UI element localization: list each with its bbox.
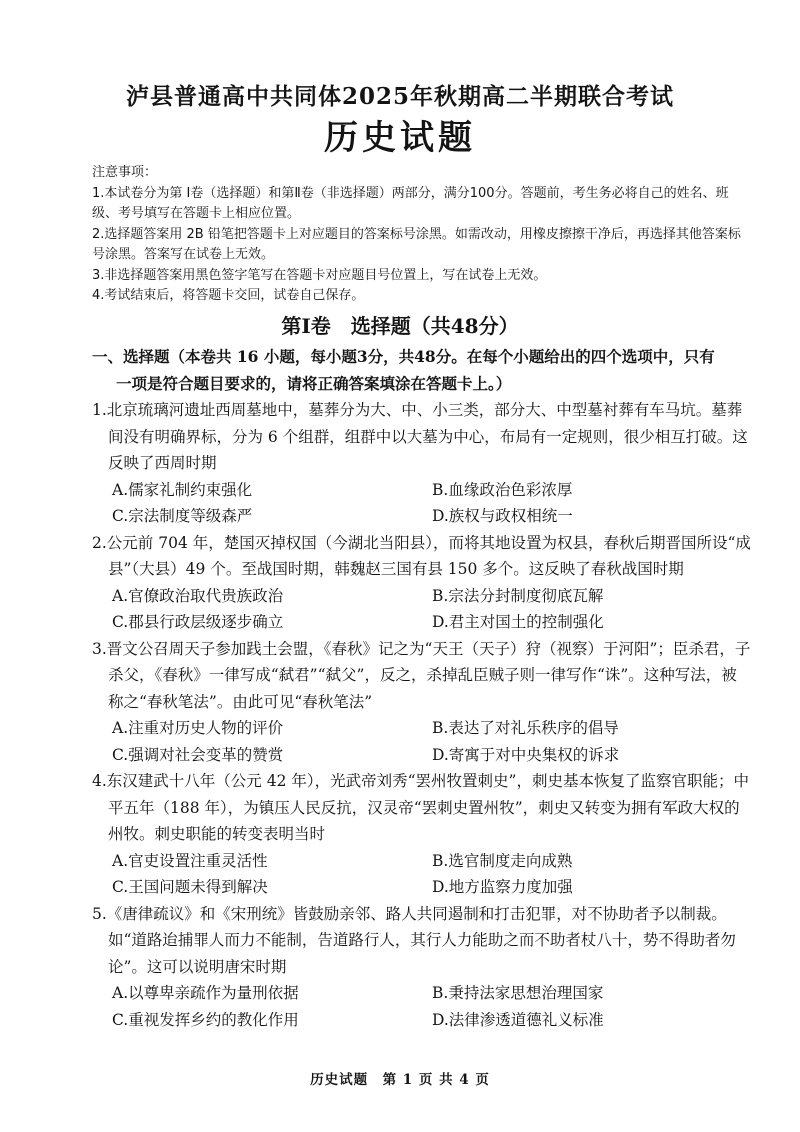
notice-item: 4.考试结束后，将答题卡交回，试卷自己保存。 bbox=[92, 288, 365, 303]
section-heading bbox=[92, 344, 752, 397]
option-b: B.秉持法家思想治理国家 bbox=[432, 984, 604, 1002]
question-stem: 3.晋文公召周天子参加践土会盟，《春秋》记之为“天王（天子）狩（视察）于河阳”；臣杀君，子杀父，《春秋》一律写成“弑君”“弑父”，反之，杀掉乱臣贼子则一律写作“诛”。这种写法，被称之“春秋笔法”。由此可见“春秋笔法” bbox=[92, 639, 751, 711]
question-4 bbox=[92, 768, 752, 901]
option-b: B.血缘政治色彩浓厚 bbox=[432, 480, 573, 499]
question-stem: 5.《唐律疏议》和《宋刑统》皆鼓励亲邻、路人共同遏制和打击犯罪，对不协助者予以制裁。如“道路迨捕罪人而力不能制，告道路行人，其行人力能助之而不助者杖八十，势不得助者勿论”。这可以说明唐宋时期 bbox=[92, 904, 736, 976]
questions-area bbox=[92, 344, 752, 1033]
part-title: 第Ⅰ卷 选择题（共48分） bbox=[281, 314, 519, 338]
notice-item: 2.选择题答案用 2B 铅笔把答题卡上对应题目的答案标号涂黑。如需改动，用橡皮擦擦干净后，再选择其他答案标号涂黑。答案写在试卷上无效。 bbox=[92, 226, 741, 262]
question-stem: 4.东汉建武十八年（公元 42 年），光武帝刘秀“罢州牧置刺史”，刺史基本恢复了监察官职能；中平五年（188 年），为镇压人民反抗，汉灵帝“罢刺史置州牧”，刺史又转变为拥有军政大权的州牧。刺史职能的转变表明当时 bbox=[92, 772, 749, 843]
question-3 bbox=[92, 636, 752, 769]
subject-title: 历史试题 bbox=[324, 118, 476, 158]
option-d: D.地方监察力度加强 bbox=[432, 878, 573, 896]
option-d: D.君主对国土的控制强化 bbox=[432, 613, 604, 631]
option-d: D.族权与政权相统一 bbox=[432, 507, 573, 525]
option-c: C.重视发挥乡约的教化作用 bbox=[112, 1010, 299, 1029]
option-list bbox=[92, 848, 752, 901]
option-c: C.强调对社会变革的赞赏 bbox=[112, 745, 284, 764]
option-b: B.选官制度走向成熟 bbox=[432, 851, 573, 870]
exam-title: 泸县普通高中共同体2025年秋期高二半期联合考试 bbox=[125, 83, 674, 110]
option-c: C.郡县行政层级逐步确立 bbox=[112, 613, 284, 631]
option-b: B.表达了对礼乐秩序的倡导 bbox=[432, 719, 619, 737]
option-c: C.宗法制度等级森严 bbox=[112, 507, 253, 525]
option-a: A.官吏设置注重灵活性 bbox=[112, 851, 268, 870]
option-b: B.宗法分封制度彻底瓦解 bbox=[432, 586, 604, 605]
option-a: A.官僚政治取代贵族政治 bbox=[112, 586, 284, 605]
option-a: A.以尊卑亲疏作为量刑依据 bbox=[112, 984, 299, 1002]
option-d: D.寄寓于对中央集权的诉求 bbox=[432, 745, 620, 764]
notice-block bbox=[92, 163, 752, 307]
question-stem: 2.公元前 704 年，楚国灭掉权国（今湖北当阳县），而将其地设置为权县，春秋后期晋国所设“成县”（大县）49 个。至战国时期，韩魏赵三国有县 150 多个。这反映了春秋战国时期 bbox=[92, 533, 751, 578]
question-1 bbox=[92, 397, 752, 530]
question-2 bbox=[92, 530, 752, 636]
option-list bbox=[92, 477, 752, 530]
question-stem: 1.北京琉璃河遗址西周墓地中，墓葬分为大、中、小三类，部分大、中型墓衬葬有车马坑。墓葬间没有明确界标，分为 6 个组群，组群中以大墓为中心，布局有一定规则，很少相互打破。这反映了西周时期 bbox=[92, 401, 748, 472]
page-footer: 历史试题 第 1 页 共 4 页 bbox=[310, 1072, 490, 1088]
notice-item: 3.非选择题答案用黑色签字笔写在答题卡对应题目号位置上，写在试卷上无效。 bbox=[92, 267, 547, 283]
option-a: A.注重对历史人物的评价 bbox=[112, 719, 284, 737]
notice-item: 1.本试卷分为第 Ⅰ卷（选择题）和第Ⅱ卷（非选择题）两部分，满分100分。答题前，考生务必将自己的姓名、班级、考号填写在答题卡上相应位置。 bbox=[92, 185, 729, 221]
section-heading-line: 一项是符合题目要求的，请将正确答案填涂在答题卡上。） bbox=[116, 373, 512, 393]
section-heading-line: 一、选择题（本卷共 16 小题，每小题3分，共48分。在每个小题给出的四个选项中，只有 bbox=[92, 347, 715, 366]
notice-heading: 注意事项： bbox=[92, 165, 158, 180]
option-a: A.儒家礼制约束强化 bbox=[112, 480, 253, 499]
option-d: D.法律渗透道德礼义标准 bbox=[432, 1010, 604, 1029]
option-list bbox=[92, 980, 752, 1033]
option-list bbox=[92, 583, 752, 636]
option-c: C.王国问题未得到解决 bbox=[112, 878, 268, 896]
option-list bbox=[92, 715, 752, 768]
question-5 bbox=[92, 901, 752, 1034]
